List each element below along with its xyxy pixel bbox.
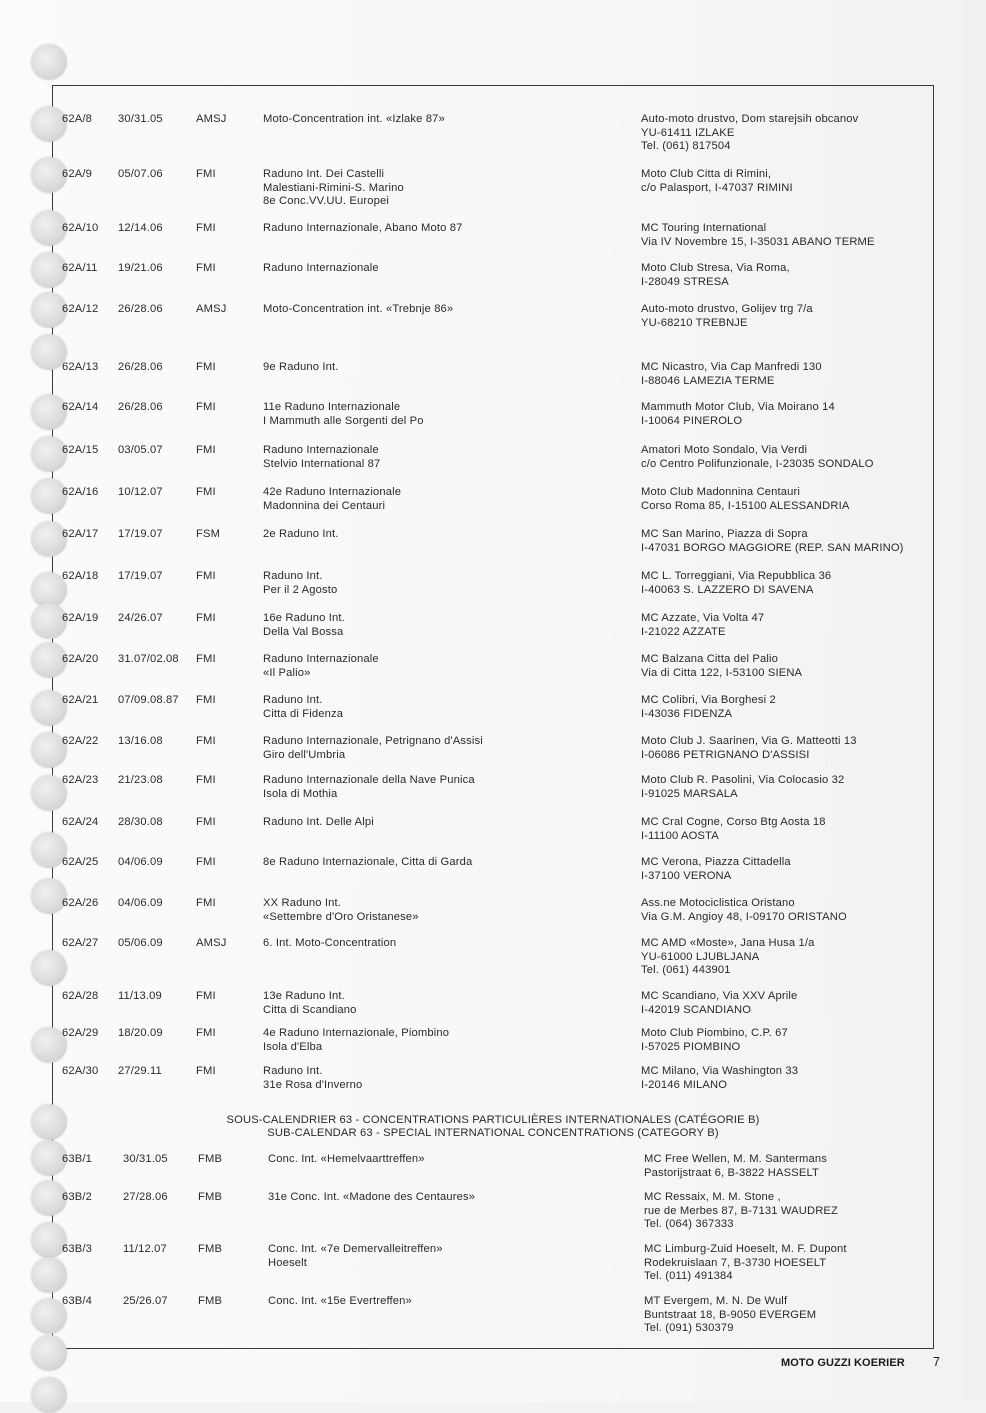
entry-date: 30/31.05	[118, 113, 163, 125]
address-line: I-06086 PETRIGNANO D'ASSISI	[641, 748, 810, 761]
event-line: Raduno Int.	[263, 694, 323, 706]
entry-address	[641, 774, 844, 801]
entry-date: 04/06.09	[118, 897, 163, 909]
entry-event	[263, 222, 462, 236]
entry-date: 25/26.07	[123, 1295, 168, 1307]
address-line: Via di Citta 122, I-53100 SIENA	[641, 666, 803, 679]
section-title-en: SUB-CALENDAR 63 - SPECIAL INTERNATIONAL CONCENTRATIONS (CATEGORY B)	[267, 1127, 719, 1139]
entry-date: 17/19.07	[118, 570, 163, 582]
entry-code: 62A/16	[62, 486, 99, 498]
entry-event	[263, 486, 401, 513]
entry-event	[263, 694, 343, 721]
event-line: «Settembre d'Oro Oristanese»	[263, 910, 419, 923]
address-line: Tel. (061) 817504	[641, 140, 731, 153]
entry-event	[263, 570, 337, 597]
event-line: Moto-Concentration int. «Izlake 87»	[263, 113, 445, 125]
event-line: Conc. Int. «Hemelvaarttreffen»	[268, 1153, 425, 1165]
entry-date: 05/07.06	[118, 168, 163, 180]
binder-hole	[31, 950, 67, 986]
entry-address	[641, 897, 847, 924]
entry-organizer: FMI	[196, 612, 216, 624]
address-line: Moto Club Madonnina Centauri	[641, 486, 801, 498]
address-line: Moto Club Piombino, C.P. 67	[641, 1027, 788, 1039]
event-line: Raduno Internazionale, Petrignano d'Assisi	[263, 735, 483, 747]
address-line: MC Scandiano, Via XXV Aprile	[641, 990, 798, 1002]
address-line: Ass.ne Motociclistica Oristano	[641, 897, 795, 909]
event-line: Isola d'Elba	[263, 1040, 323, 1053]
address-line: MC Balzana Citta del Palio	[641, 653, 778, 665]
entry-organizer: FMB	[198, 1243, 223, 1255]
entry-event	[263, 113, 445, 127]
entry-address	[644, 1243, 847, 1284]
address-line: rue de Merbes 87, B-7131 WAUDREZ	[644, 1204, 839, 1217]
entry-code: 62A/14	[62, 401, 99, 413]
address-line: MC Verona, Piazza Cittadella	[641, 856, 791, 868]
entry-code: 63B/1	[62, 1153, 92, 1165]
event-line: Giro dell'Umbria	[263, 748, 346, 761]
address-line: MT Evergem, M. N. De Wulf	[644, 1295, 788, 1307]
entry-date: 05/06.09	[118, 937, 163, 949]
address-line: I-40063 S. LAZZERO DI SAVENA	[641, 583, 814, 596]
entry-address	[641, 262, 790, 289]
entry-organizer: FMI	[196, 361, 216, 373]
address-line: Rodekruislaan 7, B-3730 HOESELT	[644, 1256, 827, 1269]
entry-date: 27/29.11	[118, 1065, 162, 1077]
entry-organizer: FMI	[196, 897, 216, 909]
entry-address	[641, 990, 797, 1017]
event-line: 31e Conc. Int. «Madone des Centaures»	[268, 1191, 476, 1203]
entry-date: 11/12.07	[123, 1243, 167, 1255]
entry-date: 17/19.07	[118, 528, 163, 540]
event-line: 8e Conc.VV.UU. Europei	[263, 195, 390, 208]
event-line: Citta di Scandiano	[263, 1003, 357, 1016]
entry-organizer: FMI	[196, 444, 216, 456]
entry-code: 62A/11	[62, 262, 98, 274]
address-line: MC Free Wellen, M. M. Santermans	[644, 1153, 828, 1165]
entry-organizer: FMB	[198, 1153, 223, 1165]
address-line: c/o Centro Polifunzionale, I-23035 SONDALO	[641, 457, 874, 470]
entry-event	[263, 444, 380, 471]
entry-code: 63B/2	[62, 1191, 92, 1203]
event-line: Raduno Int.	[263, 570, 323, 582]
entry-organizer: FMI	[196, 990, 216, 1002]
address-line: c/o Palasport, I-47037 RIMINI	[641, 181, 793, 194]
event-line: Raduno Internazionale della Nave Punica	[263, 774, 475, 786]
event-line: Raduno Internazionale	[263, 444, 379, 456]
entry-date: 21/23.08	[118, 774, 163, 786]
entry-date: 28/30.08	[118, 816, 163, 828]
entry-address	[641, 653, 802, 680]
entry-organizer: FMB	[198, 1295, 223, 1307]
entry-code: 62A/25	[62, 856, 99, 868]
entry-date: 07/09.08.87	[118, 694, 179, 706]
event-line: Raduno Internazionale, Abano Moto 87	[263, 222, 463, 234]
entry-code: 62A/26	[62, 897, 99, 909]
event-line: 8e Raduno Internazionale, Citta di Garda	[263, 856, 473, 868]
address-line: Tel. (091) 530379	[644, 1322, 734, 1335]
entry-date: 30/31.05	[123, 1153, 168, 1165]
entry-date: 03/05.07	[118, 444, 163, 456]
entry-code: 62A/28	[62, 990, 99, 1002]
address-line: Via G.M. Angioy 48, I-09170 ORISTANO	[641, 910, 847, 923]
entry-event	[263, 1065, 362, 1092]
entry-event	[263, 361, 339, 375]
entry-code: 63B/4	[62, 1295, 92, 1307]
entry-address	[644, 1153, 827, 1180]
entry-organizer: FMI	[196, 735, 216, 747]
event-line: Moto-Concentration int. «Trebnje 86»	[263, 303, 454, 315]
entry-organizer: FMI	[196, 168, 216, 180]
address-line: MC Nicastro, Via Cap Manfredi 130	[641, 361, 822, 373]
entry-code: 62A/8	[62, 113, 92, 125]
address-line: I-10064 PINEROLO	[641, 414, 743, 427]
entry-code: 62A/13	[62, 361, 99, 373]
entry-event	[263, 653, 379, 680]
entry-date: 18/20.09	[118, 1027, 163, 1039]
entry-event	[268, 1191, 475, 1205]
entry-date: 10/12.07	[118, 486, 163, 498]
address-line: MC San Marino, Piazza di Sopra	[641, 528, 808, 540]
event-line: Raduno Internazionale	[263, 653, 379, 665]
entry-organizer: FMI	[196, 816, 216, 828]
entry-code: 62A/30	[62, 1065, 99, 1077]
address-line: I-28049 STRESA	[641, 275, 729, 288]
event-line: 13e Raduno Int.	[263, 990, 345, 1002]
entry-address	[644, 1191, 838, 1232]
event-line: Della Val Bossa	[263, 625, 344, 638]
event-line: Raduno Int. Dei Castelli	[263, 168, 385, 180]
entry-event	[263, 990, 357, 1017]
entry-code: 62A/21	[62, 694, 99, 706]
entry-date: 13/16.08	[118, 735, 163, 747]
entry-code: 62A/17	[62, 528, 99, 540]
entry-code: 62A/23	[62, 774, 99, 786]
entry-date: 27/28.06	[123, 1191, 168, 1203]
address-line: I-21022 AZZATE	[641, 625, 726, 638]
entry-date: 11/13.09	[118, 990, 162, 1002]
entry-date: 12/14.06	[118, 222, 163, 234]
entry-event	[263, 774, 475, 801]
entry-code: 62A/18	[62, 570, 99, 582]
entry-date: 26/28.06	[118, 361, 163, 373]
address-line: Moto Club Citta di Rimini,	[641, 168, 772, 180]
address-line: I-37100 VERONA	[641, 869, 732, 882]
entry-event	[268, 1243, 443, 1270]
entry-code: 62A/20	[62, 653, 99, 665]
address-line: Tel. (064) 367333	[644, 1218, 734, 1231]
entry-address	[641, 444, 874, 471]
address-line: MC Milano, Via Washington 33	[641, 1065, 799, 1077]
binder-hole	[31, 44, 67, 80]
entry-organizer: FMI	[196, 856, 216, 868]
entry-organizer: FMI	[196, 570, 216, 582]
entry-organizer: FMI	[196, 1027, 216, 1039]
event-line: 4e Raduno Internazionale, Piombino	[263, 1027, 450, 1039]
entry-address	[641, 361, 822, 388]
entry-address	[641, 694, 776, 721]
address-line: MC Limburg-Zuid Hoeselt, M. F. Dupont	[644, 1243, 847, 1255]
event-line: I Mammuth alle Sorgenti del Po	[263, 414, 424, 427]
address-line: Tel. (061) 443901	[641, 964, 731, 977]
entry-event	[263, 1027, 449, 1054]
event-line: XX Raduno Int.	[263, 897, 341, 909]
entry-organizer: AMSJ	[196, 113, 227, 125]
event-line: Raduno Internazionale	[263, 262, 379, 274]
event-line: 9e Raduno Int.	[263, 361, 339, 373]
address-line: Moto Club R. Pasolini, Via Colocasio 32	[641, 774, 845, 786]
entry-event	[263, 816, 374, 830]
entry-organizer: FMI	[196, 401, 216, 413]
address-line: Corso Roma 85, I-15100 ALESSANDRIA	[641, 499, 850, 512]
address-line: MC Azzate, Via Volta 47	[641, 612, 765, 624]
entry-code: 62A/24	[62, 816, 99, 828]
event-line: «Il Palio»	[263, 666, 311, 679]
address-line: Moto Club Stresa, Via Roma,	[641, 262, 790, 274]
entry-code: 62A/22	[62, 735, 99, 747]
address-line: MC Cral Cogne, Corso Btg Aosta 18	[641, 816, 826, 828]
section-title-fr: SOUS-CALENDRIER 63 - CONCENTRATIONS PARTICULIÈRES INTERNATIONALES (CATÉGORIE B)	[226, 1114, 760, 1126]
entry-address	[641, 735, 857, 762]
event-line: Madonnina dei Centauri	[263, 499, 386, 512]
entry-address	[641, 401, 835, 428]
event-line: Stelvio International 87	[263, 457, 381, 470]
event-line: Citta di Fidenza	[263, 707, 344, 720]
entry-organizer: FMB	[198, 1191, 223, 1203]
address-line: Auto-moto drustvo, Golijev trg 7/a	[641, 303, 813, 315]
entry-event	[263, 401, 424, 428]
event-line: Malestiani-Rimini-S. Marino	[263, 181, 404, 194]
address-line: MC Touring International	[641, 222, 767, 234]
entry-date: 19/21.06	[118, 262, 163, 274]
entry-event	[263, 937, 396, 951]
footer-brand: MOTO GUZZI KOERIER	[781, 1357, 905, 1369]
entry-organizer: FMI	[196, 694, 216, 706]
entry-event	[263, 262, 379, 276]
entry-address	[641, 856, 791, 883]
entry-organizer: FMI	[196, 222, 216, 234]
address-line: MC Ressaix, M. M. Stone ,	[644, 1191, 781, 1203]
entry-organizer: FMI	[196, 1065, 216, 1077]
event-line: 11e Raduno Internazionale	[263, 401, 401, 413]
binder-hole	[31, 1377, 67, 1413]
event-line: 2e Raduno Int.	[263, 528, 339, 540]
address-line: Auto-moto drustvo, Dom starejsih obcanov	[641, 113, 859, 125]
event-line: 31e Rosa d'Inverno	[263, 1078, 363, 1091]
address-line: Moto Club J. Saarinen, Via G. Matteotti 13	[641, 735, 857, 747]
event-line: Conc. Int. «7e Demervalleitreffen»	[268, 1243, 443, 1255]
entry-event	[268, 1295, 412, 1309]
event-line: Isola di Mothia	[263, 787, 338, 800]
entry-date: 26/28.06	[118, 401, 163, 413]
event-line: 42e Raduno Internazionale	[263, 486, 402, 498]
address-line: I-47031 BORGO MAGGIORE (REP. SAN MARINO)	[641, 541, 904, 554]
entry-address	[641, 570, 831, 597]
entry-code: 63B/3	[62, 1243, 92, 1255]
event-line: 6. Int. Moto-Concentration	[263, 937, 397, 949]
address-line: YU-61000 LJUBLJANA	[641, 950, 760, 963]
binder-hole	[31, 1335, 67, 1371]
entry-address	[641, 612, 764, 639]
event-line: Raduno Int. Delle Alpi	[263, 816, 374, 828]
event-line: Hoeselt	[268, 1256, 307, 1269]
entry-address	[641, 816, 826, 843]
address-line: MC Colibri, Via Borghesi 2	[641, 694, 776, 706]
address-line: Mammuth Motor Club, Via Moirano 14	[641, 401, 835, 413]
event-line: Conc. Int. «15e Evertreffen»	[268, 1295, 412, 1307]
entry-address	[641, 528, 904, 555]
entry-code: 62A/10	[62, 222, 99, 234]
entry-address	[644, 1295, 816, 1336]
event-line: 16e Raduno Int.	[263, 612, 345, 624]
entry-organizer: AMSJ	[196, 937, 227, 949]
entry-code: 62A/15	[62, 444, 99, 456]
entry-code: 62A/27	[62, 937, 99, 949]
address-line: MC AMD «Moste», Jana Husa 1/a	[641, 937, 815, 949]
entry-address	[641, 168, 793, 195]
address-line: Pastorijstraat 6, B-3822 HASSELT	[644, 1166, 819, 1179]
address-line: YU-68210 TREBNJE	[641, 316, 748, 329]
entry-code: 62A/29	[62, 1027, 99, 1039]
entry-address	[641, 937, 814, 978]
entry-organizer: FMI	[196, 262, 216, 274]
address-line: I-91025 MARSALA	[641, 787, 738, 800]
entry-code: 62A/19	[62, 612, 99, 624]
entry-event	[263, 735, 483, 762]
entry-organizer: FMI	[196, 653, 216, 665]
address-line: Via IV Novembre 15, I-35031 ABANO TERME	[641, 235, 875, 248]
address-line: Buntstraat 18, B-9050 EVERGEM	[644, 1308, 817, 1321]
entry-event	[263, 528, 339, 542]
event-line: Per il 2 Agosto	[263, 583, 338, 596]
entry-organizer: AMSJ	[196, 303, 227, 315]
address-line: MC L. Torreggiani, Via Repubblica 36	[641, 570, 832, 582]
address-line: Tel. (011) 491384	[644, 1270, 733, 1283]
entry-event	[263, 303, 453, 317]
entry-address	[641, 303, 813, 330]
entry-address	[641, 222, 875, 249]
address-line: I-57025 PIOMBINO	[641, 1040, 741, 1053]
address-line: I-43036 FIDENZA	[641, 707, 733, 720]
address-line: Amatori Moto Sondalo, Via Verdi	[641, 444, 808, 456]
address-line: I-11100 AOSTA	[641, 829, 719, 842]
page-number: 7	[933, 1355, 940, 1369]
entry-event	[263, 856, 472, 870]
entry-address	[641, 1027, 788, 1054]
address-line: I-42019 SCANDIANO	[641, 1003, 752, 1016]
entry-address	[641, 113, 858, 154]
entry-date: 24/26.07	[118, 612, 163, 624]
entry-code: 62A/12	[62, 303, 99, 315]
entry-code: 62A/9	[62, 168, 92, 180]
binder-hole	[31, 1257, 67, 1293]
entry-date: 31.07/02.08	[118, 653, 179, 665]
address-line: I-88046 LAMEZIA TERME	[641, 374, 775, 387]
entry-event	[263, 612, 345, 639]
entry-address	[641, 486, 849, 513]
address-line: I-20146 MILANO	[641, 1078, 728, 1091]
event-line: Raduno Int.	[263, 1065, 323, 1077]
entry-event	[263, 897, 419, 924]
entry-organizer: FMI	[196, 774, 216, 786]
entry-event	[263, 168, 404, 209]
entry-address	[641, 1065, 798, 1092]
entry-organizer: FSM	[196, 528, 221, 540]
entry-organizer: FMI	[196, 486, 216, 498]
entry-event	[268, 1153, 425, 1167]
address-line: YU-61411 IZLAKE	[641, 126, 735, 139]
entry-date: 26/28.06	[118, 303, 163, 315]
entry-date: 04/06.09	[118, 856, 163, 868]
